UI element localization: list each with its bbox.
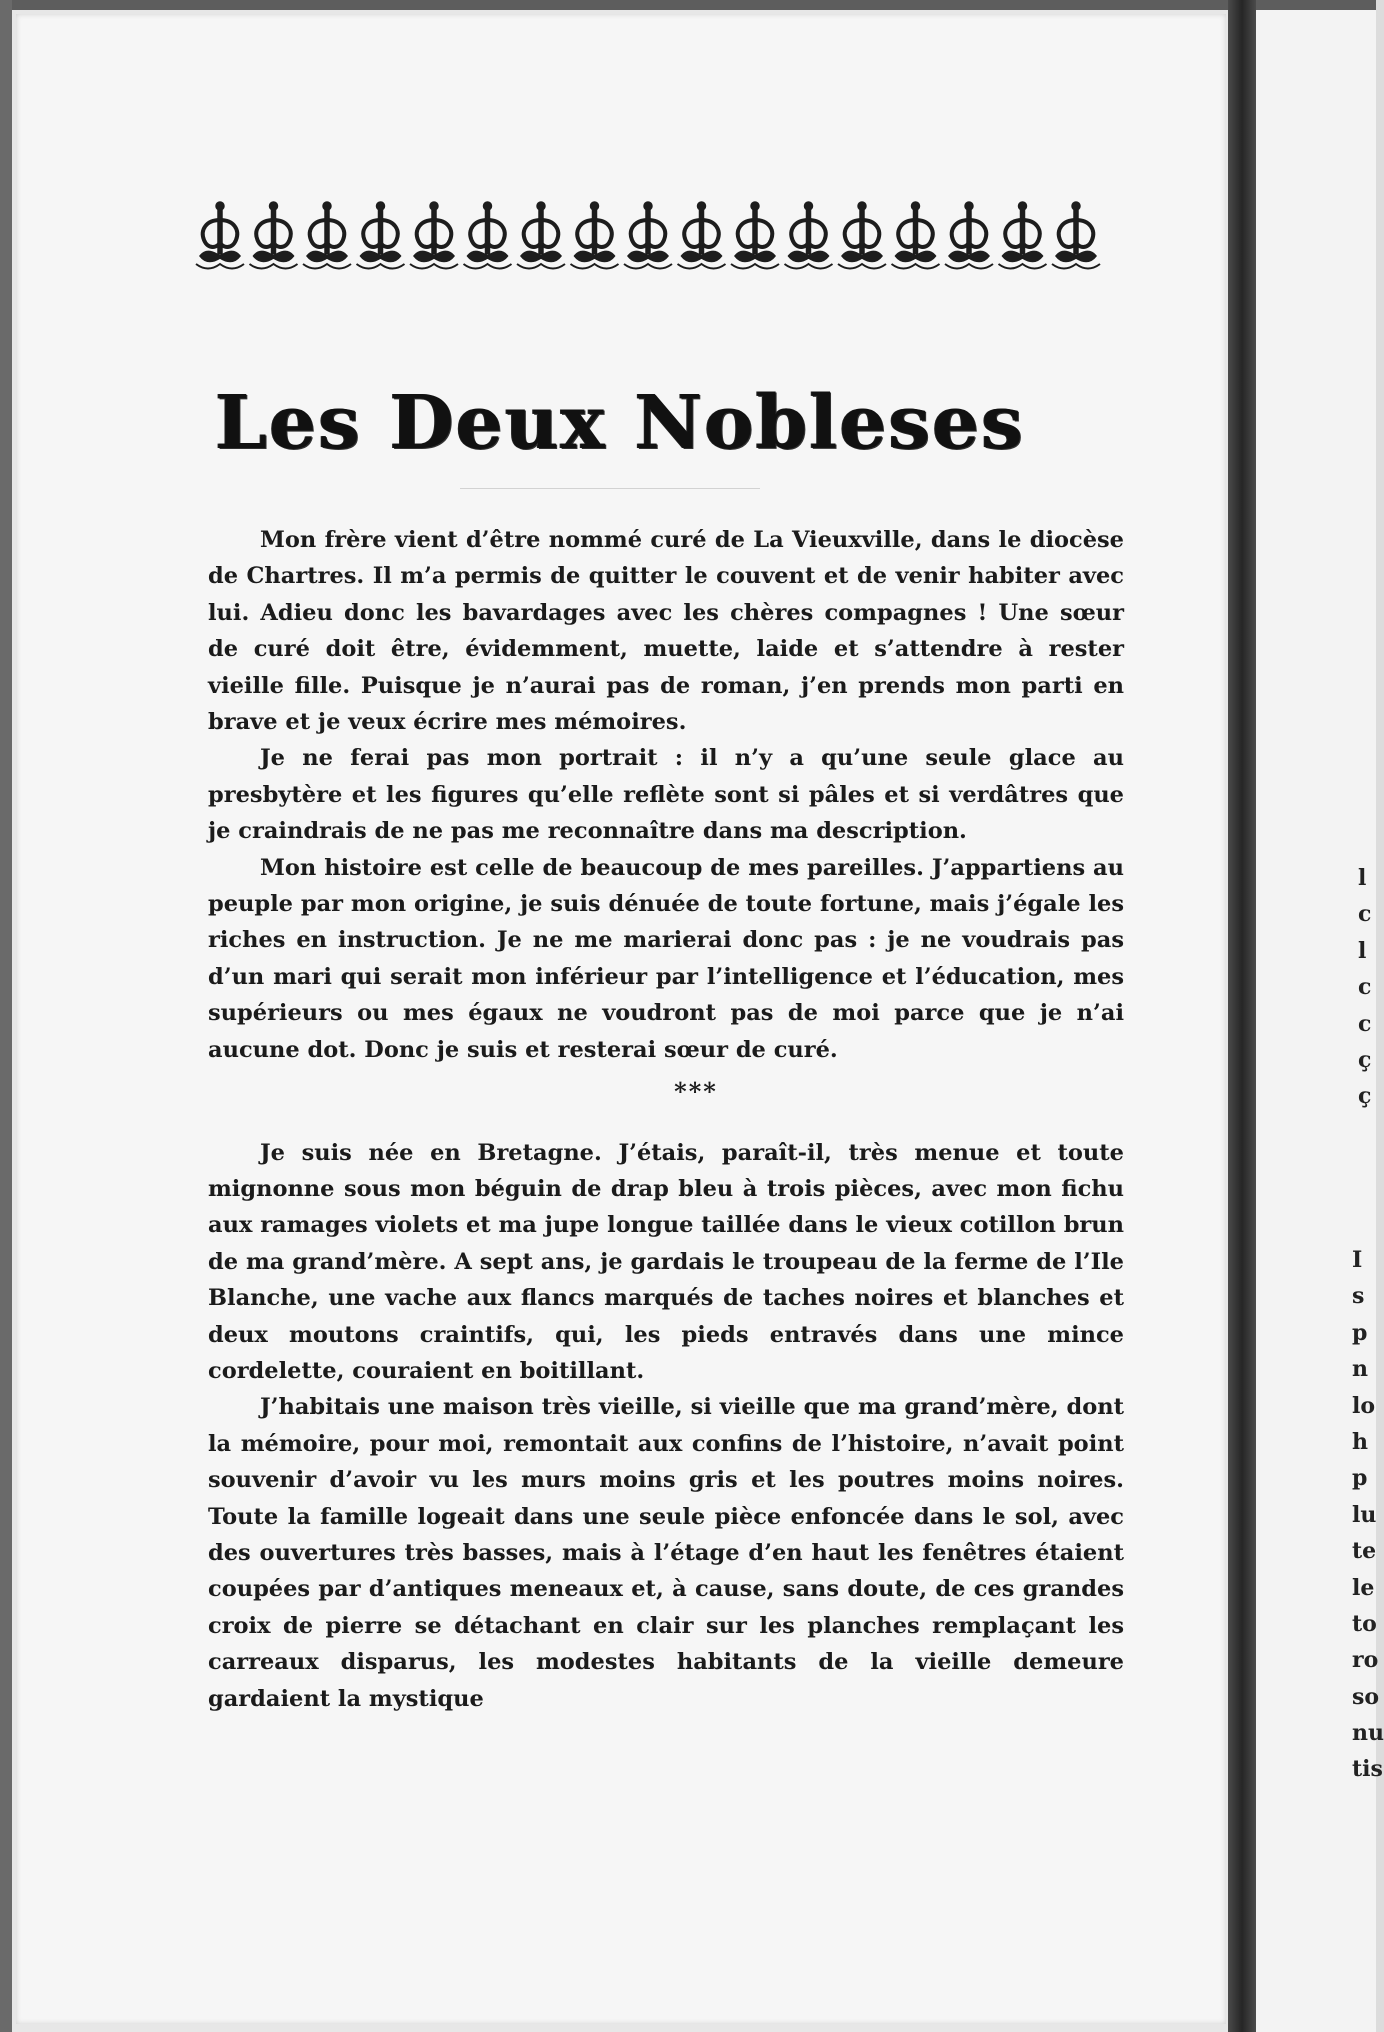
edge-letter: tis [1352,1756,1383,1783]
edge-letter: h [1352,1428,1368,1455]
edge-letter: nu [1352,1720,1384,1747]
edge-letter: s [1352,1283,1365,1310]
facing-page-text-fragments-upper [1358,860,1376,1115]
fleuron-ornament [999,202,1047,269]
edge-letter: n [1352,1356,1368,1383]
edge-letter: ç [1358,1046,1372,1073]
edge-letter: ro [1352,1647,1379,1674]
edge-letter: to [1352,1610,1377,1637]
edge-letter: c [1358,1010,1372,1037]
fleuron-ornament [892,202,940,269]
paragraph: Mon frère vient d’être nommé curé de La Vieuxville, dans le diocèse de Chartres. Il m’a permis de quitter le couvent et de venir habiter avec lui. Adieu donc les bavardages avec les chères compagnes ! Une sœur de curé doit être, évidemment, muette, laide et s’attendre à rester vieille fille. Puisque je n’aurai pas de roman, j’en prends mon parti en brave et je veux écrire mes mémoires. [208,527,1124,736]
edge-letter: c [1358,974,1372,1001]
fleuron-ornament [624,202,672,269]
edge-letter: lu [1352,1501,1377,1528]
left-edge-shadow [0,0,12,2032]
fleuron-ornament [303,202,351,269]
edge-letter: te [1352,1538,1377,1565]
edge-letter: p [1352,1319,1368,1346]
edge-letter: so [1352,1683,1380,1710]
fleuron-ornament [678,202,726,269]
page-body-text [208,522,1124,1717]
facing-page-text-fragments-lower [1352,1242,1384,1788]
fleuron-ornament [1052,202,1100,269]
edge-letter: lo [1352,1392,1376,1419]
paragraph: Je ne ferai pas mon portrait : il n’y a qu’une seule glace au presbytère et les figures qu’elle reflète sont si pâles et si verdâtres que je craindrais de ne pas me reconnaître dans ma description. [208,745,1124,845]
paragraph: J’habitais une maison très vieille, si vieille que ma grand’mère, dont la mémoire, pour moi, remontait aux confins de l’histoire, n’avait point souvenir d’avoir vu les murs moins gris et les poutres moins noires. Toute la famille logeait dans une seule pièce enfoncée dans le sol, avec des ouvertures très basses, mais à l’étage d’en haut les fenêtres étaient coupées par d’antiques meneaux et, à cause, sans doute, de ces grandes croix de pierre se détachant en clair sur les planches remplaçant les carreaux disparus, les modestes habitants de la vieille demeure gardaient la mystique [208,1394,1124,1712]
fleuron-ornament [838,202,886,269]
paragraph: Mon histoire est celle de beaucoup de mes pareilles. J’appartiens au peuple par mon origine, je suis dénuée de toute fortune, mais j’égale les riches en instruction. Je ne me marierai donc pas : je ne voudrais pas d’un mari qui serait mon inférieur par l’intelligence et l’éducation, mes supérieurs ou mes égaux ne voudront pas de moi parce que je n’ai aucune dot. Donc je suis et resterai sœur de curé. [208,854,1124,1063]
edge-letter: p [1352,1465,1368,1492]
title-underline [460,488,760,489]
top-edge-shadow [0,0,1376,10]
fleuron-ornament [517,202,565,269]
fleuron-ornament [250,202,298,269]
fleuron-ornament [945,202,993,269]
fleuron-ornament [731,202,779,269]
fleuron-ornament [571,202,619,269]
edge-letter: c [1358,901,1372,928]
chapter-title: Les Deux Nobleses [215,380,1025,466]
fleuron-ornament [410,202,458,269]
fleuron-ornament [464,202,512,269]
paragraph: Je suis née en Bretagne. J’étais, paraît-il, très menue et toute mignonne sous mon béguin de drap bleu à trois pièces, avec mon fichu aux ramages violets et ma jupe longue taillée dans le vieux cotillon brun de ma grand’mère. A sept ans, je gardais le troupeau de la ferme de l’Ile Blanche, une vache aux flancs marqués de taches noires et blanches et deux moutons craintifs, qui, les pieds entravés dans une mince cordelette, couraient en boitillant. [208,1139,1124,1384]
edge-letter: I [1352,1247,1363,1273]
section-separator: *** [674,1077,718,1107]
fleuron-ornament [196,202,244,269]
fleuron-ornament [357,202,405,269]
edge-letter: ç [1358,1083,1372,1110]
fleuron-ornament-band [196,198,1106,276]
edge-letter: le [1352,1574,1375,1601]
book-gutter [1228,0,1256,2032]
fleuron-ornament [785,202,833,269]
edge-letter: l [1358,865,1367,891]
edge-letter: l [1358,937,1367,964]
